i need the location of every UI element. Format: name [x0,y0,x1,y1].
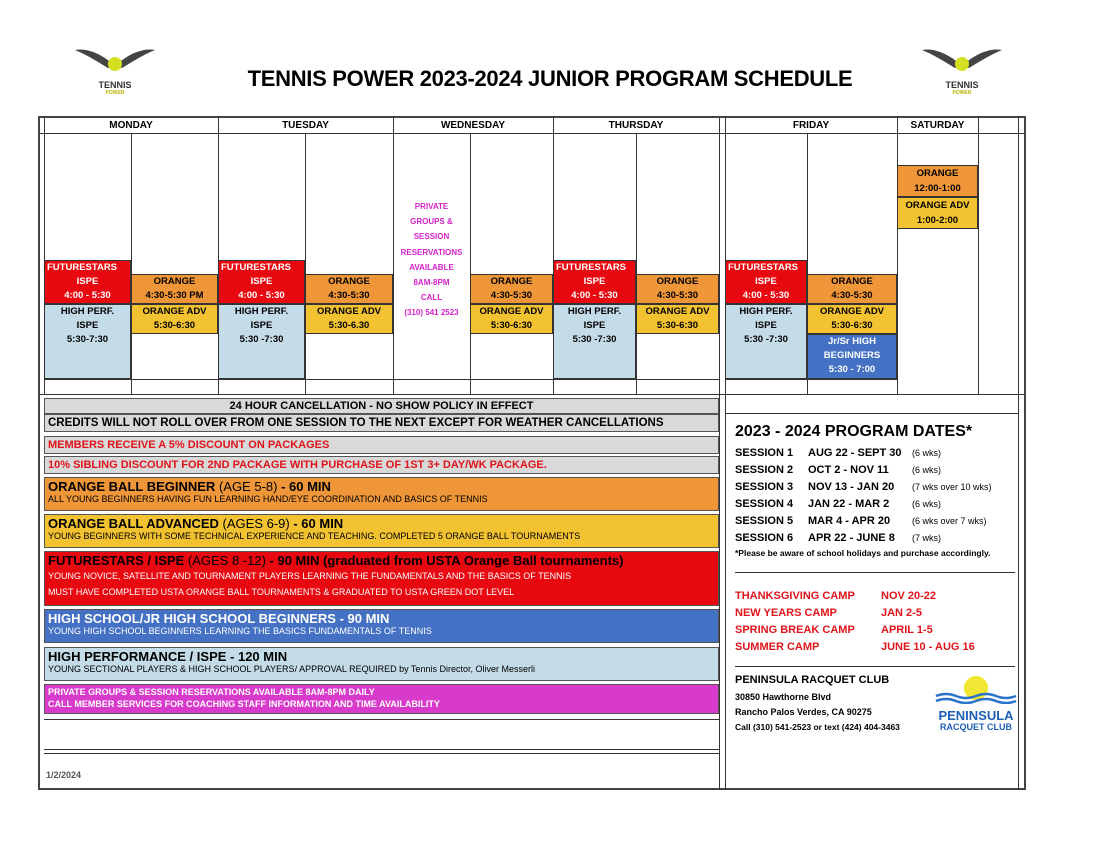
class-time: 4:30-5:30 [831,290,873,301]
wednesday-orange-adv [470,304,553,334]
class-time: 5:30-7:30 [66,334,109,345]
monday-orange [131,274,218,304]
info-line: SESSION [413,232,450,242]
class-name: HIGH PERF. [567,306,622,317]
class-time: 1:00-2:00 [916,215,959,226]
program-high-performance [44,647,719,681]
class-time: 5:30-6:30 [831,320,873,331]
grid-line [897,118,898,394]
grid-line [40,133,1024,134]
day-header-saturday: SATURDAY [910,120,965,131]
class-type: ISPE [250,276,273,287]
date-stamp: 1/2/2024 [46,770,82,780]
session-dates: APR 22 - JUNE 8 [808,532,895,544]
program-dates-footnote: *Please be aware of school holidays and purchase accordingly. [735,548,991,558]
class-type: ISPE [76,276,99,287]
friday-futurestars [725,260,807,304]
club-info [735,673,935,735]
logo-sub: POWER [105,90,125,96]
grid-line [725,379,897,380]
program-description: ALL YOUNG BEGINNERS HAVING FUN LEARNING HAND/EYE COORDINATION AND BASICS OF TENNIS [48,494,488,504]
saturday-orange-adv [897,197,978,229]
class-type: ISPE [250,320,273,331]
program-description: PRIVATE GROUPS & SESSION RESERVATIONS AVAILABLE 8AM-8PM DAILY [48,687,375,697]
session-row [735,445,1015,462]
class-type: ISPE [583,320,606,331]
club-name: PENINSULA RACQUET CLUB [735,674,890,686]
tuesday-futurestars [218,260,305,304]
thursday-high-perf [553,304,636,379]
info-line: 8AM-8PM [413,278,450,288]
program-description: YOUNG BEGINNERS WITH SOME TECHNICAL EXPERIENCE AND TEACHING. COMPLETED 5 ORANGE BALL TOURNAMENTS [48,531,581,541]
credits-policy: CREDITS WILL NOT ROLL OVER FROM ONE SESSION TO THE NEXT EXCEPT FOR WEATHER CANCELLATIONS [44,414,719,432]
day-header-thursday: THURSDAY [608,120,664,131]
class-time: 4:30-5:30 [328,290,370,301]
class-name: ORANGE [916,168,959,179]
grid-line [725,413,1018,414]
class-time: 5:30 -7:30 [239,334,284,345]
grid-line [470,133,471,394]
class-name: ORANGE ADV [316,306,382,317]
class-name: ORANGE [328,276,370,287]
program-description: MUST HAVE COMPLETED USTA ORANGE BALL TOURNAMENTS & GRADUATED TO USTA GREEN DOT LEVEL [48,587,515,597]
class-name: ORANGE [153,276,196,287]
page-title: TENNIS POWER 2023-2024 JUNIOR PROGRAM SCHEDULE [247,66,853,91]
camps-list [735,588,1015,656]
session-label: SESSION 5 [735,515,794,527]
class-time: 5:30 -7:30 [744,334,788,345]
club-address-line: Rancho Palos Verdes, CA 90275 [735,707,872,717]
program-description: YOUNG NOVICE, SATELLITE AND TOURNAMENT PLAYERS LEARNING THE FUNDAMENTALS AND THE BASICS OF TENNIS [48,571,572,581]
monday-orange-adv [131,304,218,334]
grid-line [305,133,306,394]
class-name: HIGH PERF. [60,306,115,317]
session-label: SESSION 4 [735,498,794,510]
class-time: 4:30-5:30 PM [145,290,204,301]
class-time: 4:00 - 5:30 [571,290,618,301]
info-line: GROUPS & [410,217,453,227]
grid-line [1018,118,1019,790]
camp-name: NEW YEARS CAMP [735,607,837,619]
program-duration: - 60 MIN [277,479,331,494]
class-time: 4:00 - 5:30 [238,290,285,301]
session-dates: MAR 4 - APR 20 [808,515,891,527]
grid-line [725,118,726,790]
info-line: AVAILABLE [409,262,454,272]
friday-high-perf [725,304,807,379]
camp-dates: JAN 2-5 [881,607,922,619]
session-dates: AUG 22 - SEPT 30 [808,447,902,459]
camp-row [735,605,1015,622]
class-time: 12:00-1:00 [914,183,961,194]
session-dates: NOV 13 - JAN 20 [808,481,895,493]
day-header-tuesday: TUESDAY [282,120,329,131]
tuesday-high-perf [218,304,305,379]
program-name: HIGH PERFORMANCE / ISPE - 120 MIN [48,649,288,664]
sun-waves-icon [934,674,1018,704]
info-line: CALL [420,293,443,303]
camp-name: THANKSGIVING CAMP [735,590,855,602]
club-phone: Call (310) 541-2523 or text (424) 404-3463 [735,722,900,732]
grid-line [131,133,132,394]
session-row [735,479,1015,496]
class-time: 4:30-5:30 [656,290,699,301]
class-name: ORANGE ADV [479,306,544,317]
camp-name: SPRING BREAK CAMP [735,624,855,636]
class-type: ISPE [755,276,777,287]
members-discount: MEMBERS RECEIVE A 5% DISCOUNT ON PACKAGES [44,436,719,454]
class-name: FUTURESTARS [728,262,799,273]
session-note: (7 wks) [912,533,941,543]
info-line: (310) 541 2523 [404,308,459,318]
class-name: ORANGE ADV [645,306,710,317]
day-header-monday: MONDAY [109,120,153,131]
session-label: SESSION 1 [735,447,794,459]
program-private-groups [44,684,719,714]
class-name: FUTURESTARS [556,262,627,273]
class-name: FUTURESTARS [47,262,118,273]
tuesday-orange-adv [305,304,393,334]
sessions-list [735,445,1015,560]
session-note: (7 wks over 10 wks) [912,482,992,492]
logo-word: TENNIS [98,80,132,90]
grid-line [44,749,719,750]
day-header-wednesday: WEDNESDAY [440,120,506,131]
class-time: 5:30 - 7:00 [828,364,876,375]
cancellation-policy: 24 HOUR CANCELLATION - NO SHOW POLICY IN EFFECT [44,398,719,414]
class-name: HIGH PERF. [739,306,793,317]
camp-name: SUMMER CAMP [735,641,820,653]
session-row [735,496,1015,513]
class-name: ORANGE [831,276,873,287]
class-type: ISPE [76,320,99,331]
grid-line [44,753,719,754]
divider [735,572,1015,573]
session-label: SESSION 3 [735,481,794,493]
logo-word: TENNIS [945,80,979,90]
friday-orange-adv [807,304,897,334]
friday-orange [807,274,897,304]
wednesday-orange [470,274,553,304]
program-description: CALL MEMBER SERVICES FOR COACHING STAFF INFORMATION AND TIME AVAILABILITY [48,699,440,709]
logo-sub: POWER [952,90,972,96]
info-line: RESERVATIONS [400,247,463,257]
divider [735,666,1015,667]
grid-line [44,719,719,720]
session-row [735,530,1015,547]
program-age: (AGES 8 -12) [184,553,266,568]
program-name: ORANGE BALL ADVANCED [48,516,219,531]
program-orange-beginner [44,477,719,511]
session-note: (6 wks) [912,499,941,509]
class-time: 5:30-6:30 [153,320,196,331]
club-address-line: 30850 Hawthorne Blvd [735,692,832,702]
program-name: FUTURESTARS / ISPE [48,553,185,568]
program-duration: - 60 MIN [289,516,344,531]
day-header-friday: FRIDAY [792,120,830,131]
session-note: (6 wks) [912,465,941,475]
program-name: HIGH SCHOOL/JR HIGH SCHOOL BEGINNERS - 90 MIN [48,611,390,626]
grid-line [40,394,1024,395]
session-label: SESSION 6 [735,532,794,544]
session-row [735,462,1015,479]
class-type: ISPE [583,276,606,287]
class-name: ORANGE ADV [905,200,970,211]
thursday-futurestars [553,260,636,304]
class-time: 5:30-6:30 [656,320,699,331]
class-time: 5:30-6.30 [328,320,370,331]
class-time: 4:30-5:30 [490,290,533,301]
class-time: 4:00 - 5:30 [742,290,790,301]
peninsula-racquet-club-logo [934,674,1018,734]
class-name: ORANGE [656,276,699,287]
camp-row [735,622,1015,639]
program-orange-advanced [44,514,719,548]
grid-line [719,118,720,790]
session-note: (6 wks) [912,448,941,458]
program-age: (AGE 5-8) [215,479,278,494]
logo-line: RACQUET CLUB [940,722,1012,732]
saturday-orange [897,165,978,197]
camp-dates: NOV 20-22 [881,590,937,602]
class-name: ORANGE ADV [819,306,885,317]
class-type: BEGINNERS [823,350,881,361]
class-time: 5:30-6:30 [490,320,533,331]
class-name: ORANGE [490,276,533,287]
program-description: YOUNG SECTIONAL PLAYERS & HIGH SCHOOL PLAYERS/ APPROVAL REQUIRED by Tennis Director, Oliver Messerli [48,664,535,674]
friday-jr-sr-beginners [807,334,897,379]
session-dates: JAN 22 - MAR 2 [808,498,890,510]
program-age: (AGES 6-9) [218,516,290,531]
class-time: 5:30 -7:30 [572,334,617,345]
thursday-orange [636,274,719,304]
session-dates: OCT 2 - NOV 11 [808,464,889,476]
sibling-discount: 10% SIBLING DISCOUNT FOR 2ND PACKAGE WITH PURCHASE OF 1ST 3+ DAY/WK PACKAGE. [44,456,719,474]
grid-line [636,133,637,394]
class-name: ORANGE ADV [142,306,207,317]
monday-futurestars [44,260,131,304]
session-note: (6 wks over 7 wks) [912,516,987,526]
class-type: ISPE [755,320,777,331]
session-row [735,513,1015,530]
class-name: HIGH PERF. [234,306,289,317]
program-name: ORANGE BALL BEGINNER [48,479,216,494]
program-futurestars [44,551,719,606]
logo-line: PENINSULA [938,708,1014,723]
grid-line [44,379,719,380]
camp-row [735,639,1015,656]
program-dates-title: 2023 - 2024 PROGRAM DATES* [735,423,973,440]
program-description: YOUNG HIGH SCHOOL BEGINNERS LEARNING THE BASICS FUNDAMENTALS OF TENNIS [48,626,432,636]
wednesday-private-groups [393,199,470,331]
thursday-orange-adv [636,304,719,334]
class-time: 4:00 - 5:30 [64,290,111,301]
session-label: SESSION 2 [735,464,794,476]
monday-high-perf [44,304,131,379]
grid-line [978,118,979,394]
camp-row [735,588,1015,605]
info-line: PRIVATE [414,202,449,211]
camp-dates: APRIL 1-5 [881,624,933,636]
program-high-school [44,609,719,643]
program-duration: - 90 MIN (graduated from USTA Orange Ball tournaments) [265,553,624,568]
camp-dates: JUNE 10 - AUG 16 [881,641,975,653]
class-name: Jr/Sr HIGH [827,336,877,347]
tuesday-orange [305,274,393,304]
class-name: FUTURESTARS [221,262,292,273]
